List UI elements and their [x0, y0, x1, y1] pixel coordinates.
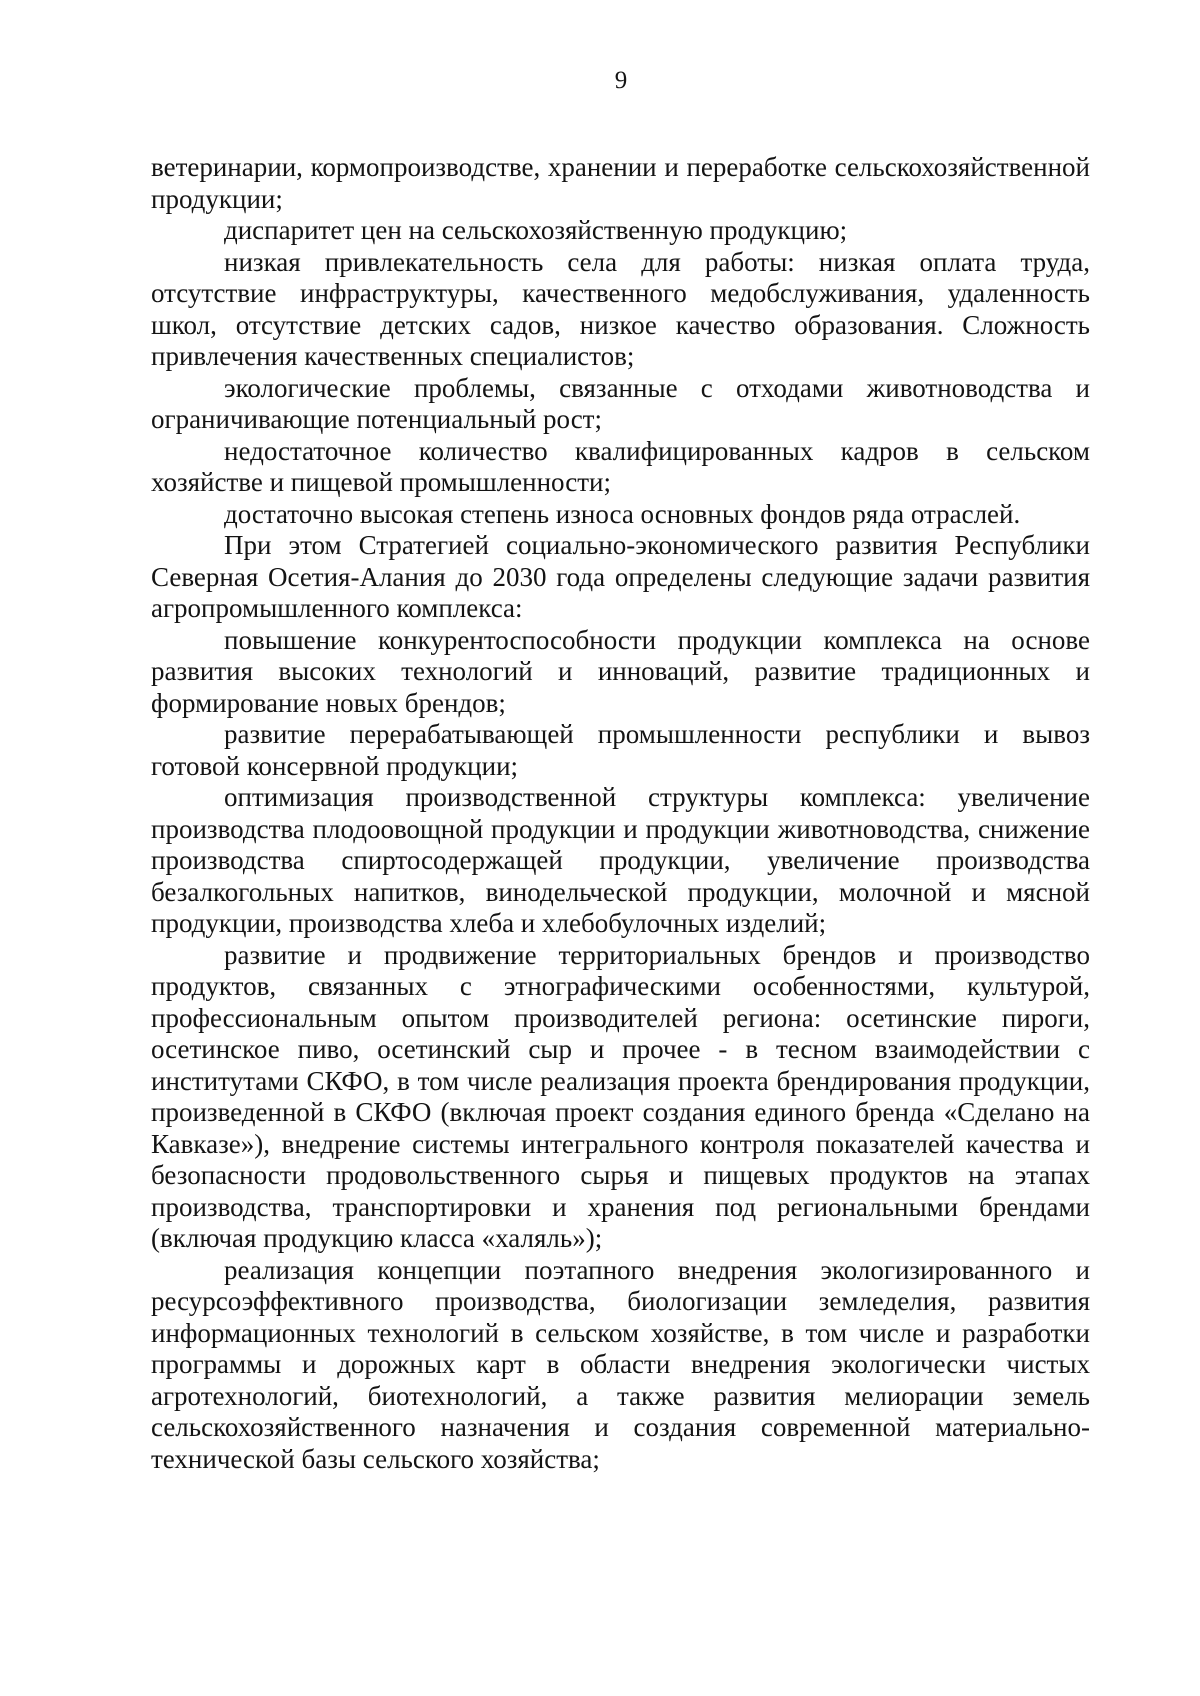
page-number: 9	[614, 67, 628, 94]
paragraph-veterinary-continuation: ветеринарии, кормопроизводстве, хранении и переработке сельскохозяйственной продукции;	[151, 152, 1090, 214]
paragraph-eco-production-concept: реализация концепции поэтапного внедрения экологизированного и ресурсоэффективного производства, биологизации земледелия, развития информационных технологий в сельском хозяйстве, в том числе и разработки программы и дорожных карт в области внедрения экологически чистых агротехнологий, биотехнологий, а также развития мелиорации земель сельскохозяйственного назначения и создания современной материально-технической базы сельского хозяйства;	[151, 1254, 1090, 1474]
paragraph-fixed-assets-wear: достаточно высокая степень износа основных фондов ряда отраслей.	[224, 498, 1021, 529]
paragraph-low-village-attractiveness: низкая привлекательность села для работы: низкая оплата труда, отсутствие инфраструктуры, качественного медобслуживания, удаленность школ, отсутствие детских садов, низкое качество образования. Сложность привлечения качественных специалистов;	[151, 246, 1090, 371]
paragraph-production-structure: оптимизация производственной структуры комплекса: увеличение производства плодоовощной продукции и продукции животноводства, снижение производства спиртосодержащей продукции, увеличение производства безалкогольных напитков, винодельческой продукции, молочной и мясной продукции, производства хлеба и хлебобулочных изделий;	[151, 782, 1090, 938]
paragraph-territorial-brands: развитие и продвижение территориальных брендов и производство продуктов, связанных с этнографическими особенностями, культурой, профессиональным опытом производителей региона: осетинские пироги, осетинское пиво, осетинский сыр и прочее - в тесном взаимодействии с институтами СКФО, в том числе реализация проекта брендирования продукции, произведенной в СКФО (включая проект создания единого бренда «Сделано на Кавказе»), внедрение системы интегрального контроля показателей качества и безопасности продовольственного сырья и пищевых продуктов на этапах производства, транспортировки и хранения под региональными брендами (включая продукцию класса «халяль»);	[151, 939, 1090, 1253]
paragraph-competitiveness: повышение конкурентоспособности продукции комплекса на основе развития высоких технологий и инноваций, развитие традиционных и формирование новых брендов;	[151, 624, 1090, 718]
paragraph-ecological-problems: экологические проблемы, связанные с отходами животноводства и ограничивающие потенциальный рост;	[151, 372, 1090, 434]
paragraph-price-disparity: диспаритет цен на сельскохозяйственную продукцию;	[224, 215, 848, 245]
paragraph-staff-shortage: недостаточное количество квалифицированных кадров в сельском хозяйстве и пищевой промышленности;	[151, 435, 1090, 497]
document-body	[151, 152, 1090, 1475]
paragraph-strategy-tasks-intro: При этом Стратегией социально-экономического развития Республики Северная Осетия-Алания до 2030 года определены следующие задачи развития агропромышленного комплекса:	[151, 530, 1090, 623]
paragraph-processing-industry: развитие перерабатывающей промышленности республики и вывоз готовой консервной продукции;	[151, 719, 1090, 781]
